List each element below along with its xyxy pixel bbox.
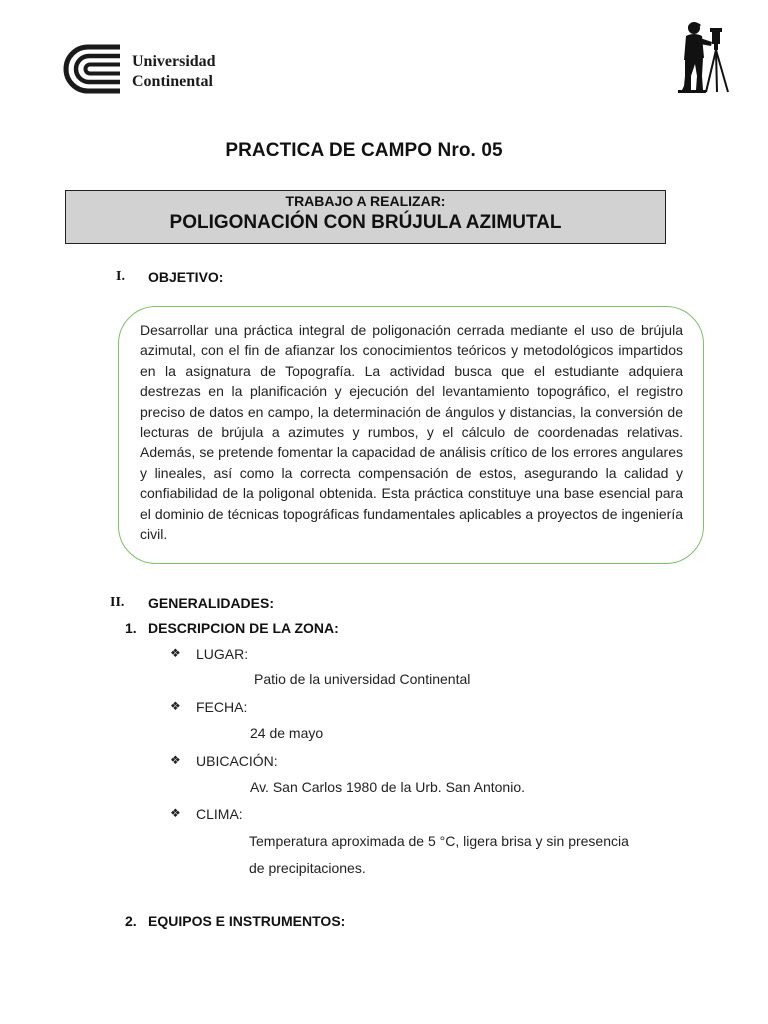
task-label: TRABAJO A REALIZAR: [285, 193, 446, 209]
surveyor-icon [672, 18, 732, 94]
logo-text [132, 52, 216, 92]
university-logo [62, 44, 242, 96]
bullet-icon: ❖ [170, 753, 181, 767]
bullet-label: CLIMA: [196, 806, 243, 822]
clima-value-line1: Temperatura aproximada de 5 °C, ligera brisa y sin presencia [249, 833, 629, 849]
subsection1-number: 1. [125, 620, 137, 636]
subsection2-number: 2. [125, 913, 137, 929]
logo-line2: Continental [132, 73, 213, 90]
ubicacion-value: Av. San Carlos 1980 de la Urb. San Antonio. [250, 779, 525, 795]
bullet-icon: ❖ [170, 646, 181, 660]
bullet-label: UBICACIÓN: [196, 753, 278, 769]
task-name: POLIGONACIÓN CON BRÚJULA AZIMUTAL [169, 212, 562, 233]
subsection2-title: EQUIPOS E INSTRUMENTOS: [148, 913, 346, 929]
fecha-value: 24 de mayo [250, 725, 324, 741]
subsection1-title: DESCRIPCION DE LA ZONA: [148, 620, 339, 636]
bullet-label: FECHA: [196, 699, 248, 715]
logo-mark-icon [62, 44, 124, 94]
clima-value-line2: de precipitaciones. [249, 860, 366, 876]
section2-number: II. [110, 595, 125, 610]
section1-title: OBJETIVO: [148, 269, 224, 285]
lugar-value: Patio de la universidad Continental [254, 671, 471, 687]
bullet-label: LUGAR: [196, 646, 249, 662]
task-box [65, 190, 666, 244]
page-title: PRACTICA DE CAMPO Nro. 05 [225, 140, 503, 161]
section2-title: GENERALIDADES: [148, 595, 275, 611]
objective-text: Desarrollar una práctica integral de poligonación cerrada mediante el uso de brújula azimutal, con el fin de afianzar los conocimientos teóricos y metodológicos impartidos en la asignatura de Topografía. La actividad busca que el estudiante adquiera destrezas en la planificación y ejecución del levantamiento topográfico, el registro preciso de datos en campo, la determinación de ángulos y distancias, la conversión de lecturas de brújula a azimutes y rumbos, y el cálculo de coordenadas relativas. Además, se pretende fomentar la capacidad de análisis crítico de los errores angulares y lineales, así como la correcta compensación de estos, asegurando la calidad y confiabilidad de la poligonal obtenida. Esta práctica constituye una base esencial para el dominio de técnicas topográficas fundamentales aplicables a proyectos de ingeniería civil. [140, 322, 683, 543]
bullet-icon: ❖ [170, 699, 181, 713]
bullet-icon: ❖ [170, 806, 181, 820]
logo-line1: Universidad [132, 53, 216, 70]
section1-number: I. [116, 269, 125, 284]
